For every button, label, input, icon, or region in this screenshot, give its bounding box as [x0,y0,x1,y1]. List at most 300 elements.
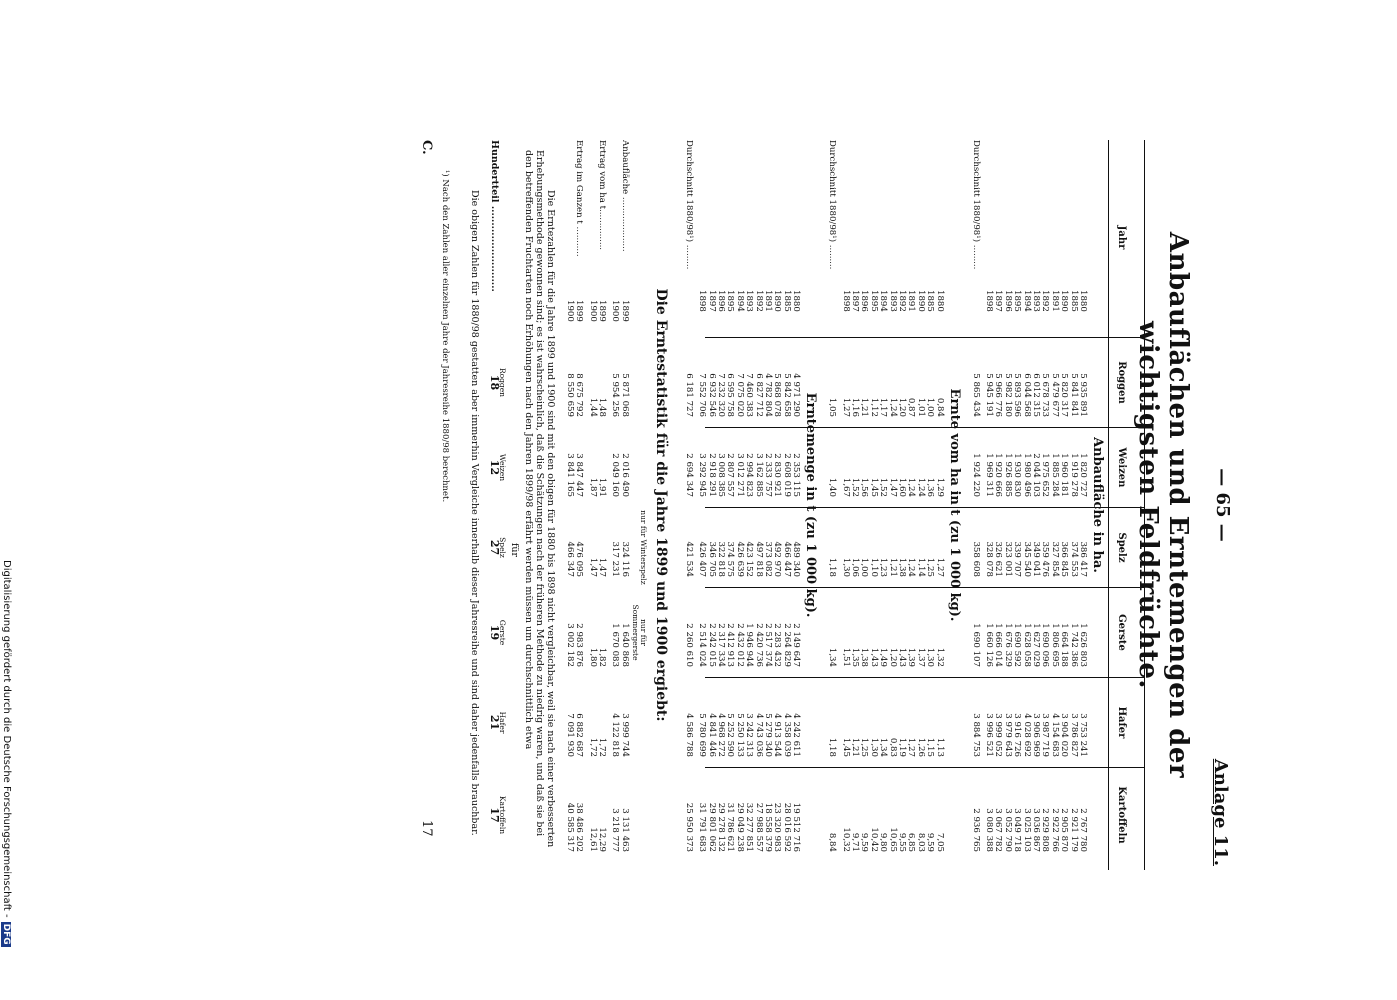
average-cell: 5 865 434 [970,373,981,417]
average-cell: 8,84 [827,832,838,852]
row-cell: 3 008 385 [716,453,726,497]
row-year: 1880 [1078,290,1088,312]
row-cell: 1,37 [915,647,926,667]
sidebar-text: Digitalisierung gefördert durch die Deutsche Forschungsgemeinschaft - [1,560,12,918]
row-cell: 5 868 078 [772,373,783,417]
row-cell: 1,16 [850,397,860,417]
table-row [993,140,1002,870]
row-cell: 5 820 317 [1059,373,1070,417]
stat-cell: 324 116 [619,541,630,577]
average-cell: 2 260 610 [683,623,694,667]
row-cell: 489 340 [791,541,802,577]
row-cell: 1 627 029 [1031,623,1041,667]
row-cell: 5 945 191 [984,373,994,417]
stat-cell: 8 550 659 [564,373,575,417]
table-row [716,140,725,870]
row-cell: 1,38 [897,557,907,577]
row-cell: 29 278 132 [716,802,726,852]
row-cell: 27 988 557 [753,802,764,852]
column-header-3: Spelz [1116,532,1127,563]
row-cell: 5 780 699 [697,713,708,757]
row-cell: 6 044 568 [1021,373,1032,417]
row-cell: 32 277 851 [744,802,755,852]
row-cell: 366 845 [1059,541,1070,577]
average-row [827,140,836,870]
row-cell: 10,42 [868,827,879,852]
row-cell: 2 918 291 [706,453,717,497]
average-cell: 1,34 [827,647,838,667]
row-cell: 1,00 [859,557,870,577]
table-row [1021,140,1030,870]
stat-cell: 3 131 463 [619,808,630,852]
stat-cell: 1,72 [597,737,607,757]
table-row [897,140,906,870]
row-cell: 9,71 [850,832,860,852]
row-cell: 1 690 592 [1012,623,1023,667]
row-cell: 1,24 [906,557,917,577]
row-cell: 5 966 776 [993,373,1004,417]
row-cell: 423 152 [744,541,755,577]
average-label: Durchschnitt 1880/98¹) ......... [827,140,838,270]
average-row [970,140,979,870]
header-rule-top [1144,140,1145,870]
row-cell: 349 041 [1031,541,1041,577]
stat-cell: 1,47 [597,557,607,577]
row-cell: 5 279 340 [763,713,773,757]
stat-row [574,140,583,870]
average-label: Durchschnitt 1880/98¹) ......... [970,140,981,270]
stat-row [587,140,596,870]
row-cell: 2 317 334 [716,623,726,667]
row-cell: 1,21 [859,397,870,417]
stat-cell: 1,47 [587,557,598,577]
row-cell: 1 980 496 [1021,453,1032,497]
row-cell: 1 690 096 [1040,623,1051,667]
stat-cell: 1,72 [587,737,598,757]
row-cell: 3 906 969 [1031,713,1041,757]
row-cell: 6 595 758 [725,373,736,417]
row-cell: 2 283 432 [772,623,783,667]
row-cell: 1,24 [906,477,917,497]
row-cell: 29 801 062 [706,802,717,852]
stat-cell: 4 122 818 [610,713,621,757]
row-cell: 5 678 733 [1040,373,1051,417]
row-cell: 1 919 278 [1068,453,1079,497]
stat-cell: 1,82 [597,647,607,667]
row-cell: 1 960 181 [1059,453,1070,497]
bottom-page-number: 17 [419,820,435,837]
row-cell: 3 979 643 [1002,713,1013,757]
row-cell: 1,52 [878,477,889,497]
row-cell: 2 420 736 [753,623,764,667]
stat-row [564,140,573,870]
table-row [706,140,715,870]
row-year: 1894 [1021,290,1032,312]
column-header-2: Weizen [1116,447,1127,488]
hundertteil-label: Hundertteil .......................... [489,140,501,292]
row-cell: 1,15 [925,737,936,757]
stat-label: Ertrag im Ganzen t ........... [574,140,585,257]
stat-cell: 12,29 [597,827,607,852]
hundertteil-value: 18 [488,374,502,391]
footnote: ¹) Nach den Zahlen aller einzelnen Jahre der Jahresreihe 1880/98 berechnet. [440,170,451,503]
row-cell: 374 553 [1068,541,1079,577]
row-cell: 1,06 [850,557,860,577]
table-row [1068,140,1077,870]
row-year: 1892 [897,290,907,312]
table-row [887,140,896,870]
table-row [868,140,877,870]
average-cell: 1,05 [827,397,838,417]
digitization-sidebar [0,560,14,1000]
stat-year: 1900 [610,300,621,322]
fuer-label: für [509,542,521,558]
row-cell: 3 996 521 [984,713,994,757]
row-cell: 1 664 188 [1059,623,1070,667]
table-row [1031,140,1040,870]
row-cell: 4 841 446 [706,713,717,757]
row-year: 1898 [840,290,851,312]
table-row [915,140,924,870]
row-cell: 492 970 [772,541,783,577]
row-cell: 1 666 014 [993,623,1004,667]
stat-label: Anbaufläche .................... [619,140,630,252]
stat-cell: 1,87 [587,477,598,497]
column-header-1: Roggen [1116,361,1127,404]
table-row [934,140,943,870]
page-number: — 65 — [1212,468,1233,542]
row-year: 1890 [772,290,783,312]
row-cell: 1,23 [878,557,889,577]
row-cell: 3 786 827 [1068,713,1079,757]
row-cell: 1 742 386 [1068,623,1079,667]
row-cell: 1,27 [934,557,945,577]
row-cell: 4 782 804 [763,373,773,417]
row-cell: 2 432 012 [734,623,745,667]
row-cell: 5 252 590 [725,713,736,757]
table-row [984,140,993,870]
average-cell: 1,40 [827,477,838,497]
average-cell: 1,18 [827,737,838,757]
stat-cell: 5 954 256 [610,373,621,417]
row-cell: 23 320 983 [772,802,783,852]
stat-cell: 1,48 [597,397,607,417]
row-cell: 10,32 [840,827,851,852]
column-header-0: Jahr [1116,225,1127,250]
row-cell: 374 575 [725,541,736,577]
row-cell: 1,30 [925,647,936,667]
row-year: 1891 [1049,290,1060,312]
row-cell: 2 807 557 [725,453,736,497]
table-row [753,140,762,870]
row-cell: 1 946 944 [744,623,755,667]
hundertteil-crop: Kartoffeln [498,795,508,835]
table-row [1040,140,1049,870]
row-cell: 0,87 [906,397,917,417]
table-row [1078,140,1087,870]
row-cell: 4 358 039 [781,713,792,757]
stat-cell: 3 847 447 [574,453,585,497]
row-cell: 9,55 [897,832,907,852]
row-cell: 1,43 [868,647,879,667]
stat-cell: 3 841 165 [564,453,575,497]
row-year: 1892 [1040,290,1051,312]
row-cell: 31 791 683 [697,802,708,852]
row-cell: 8,03 [915,832,926,852]
table-row [859,140,868,870]
row-cell: 4 913 544 [772,713,783,757]
row-cell: 1,47 [887,477,898,497]
row-cell: 1,24 [915,477,926,497]
table-row [925,140,934,870]
row-cell: 5 250 133 [734,713,745,757]
row-cell: 3 080 388 [984,808,994,852]
stat-cell: 1,44 [587,397,598,417]
stat-cell: 12,61 [587,827,598,852]
row-cell: 497 818 [753,541,764,577]
row-cell: 1 930 830 [1012,453,1023,497]
stat-cell: 6 882 687 [574,713,585,757]
stat-cell: 3 999 744 [619,713,630,757]
row-cell: 6 827 712 [753,373,764,417]
row-year: 1880 [791,290,802,312]
row-cell: 29 049 238 [734,802,745,852]
row-cell: 1,01 [915,397,926,417]
average-cell: 1 924 220 [970,453,981,497]
row-year: 1897 [850,290,860,312]
header-rule-bottom [1108,140,1109,870]
table-row [772,140,781,870]
row-cell: 1,38 [859,647,870,667]
row-cell: 2 921 179 [1068,808,1079,852]
row-cell: 1 628 058 [1021,623,1032,667]
row-cell: 1,60 [897,477,907,497]
row-cell: 1,12 [868,397,879,417]
stat-cell: 2 049 160 [610,453,621,497]
row-cell: 1 820 727 [1078,453,1088,497]
row-cell: 3 753 241 [1078,713,1088,757]
table-row [1012,140,1021,870]
subcol-gerste: nur für Sommergerste [630,604,648,661]
row-cell: 7 232 320 [716,373,726,417]
table-row [906,140,915,870]
row-cell: 1 676 329 [1002,623,1013,667]
table-row [791,140,800,870]
row-year: 1896 [716,290,726,312]
row-cell: 1 926 885 [1002,453,1013,497]
row-cell: 2 922 766 [1049,808,1060,852]
row-cell: 1,20 [897,397,907,417]
row-cell: 7 552 706 [697,373,708,417]
row-cell: 5 842 658 [781,373,792,417]
row-cell: 4 242 611 [791,713,802,757]
table-row [781,140,790,870]
row-year: 1894 [734,290,745,312]
row-cell: 1,27 [840,397,851,417]
dfg-logo: DFG [1,923,11,945]
row-cell: 1,43 [897,647,907,667]
row-cell: 2 149 647 [791,623,802,667]
row-year: 1897 [706,290,717,312]
stat-year: 1900 [564,300,575,322]
row-cell: 1,45 [840,737,851,757]
row-cell: 2 830 921 [772,453,783,497]
section2-heading: Die Erntestatistik für die Jahre 1899 und 1900 ergiebt: [652,288,669,722]
average-cell: 3 884 753 [970,713,981,757]
stat-row [597,140,606,870]
average-label: Durchschnitt 1880/98¹) ......... [683,140,694,270]
average-cell: 358 608 [970,541,981,577]
column-header-5: Hafer [1116,706,1127,739]
rotated-content [205,140,1245,870]
row-cell: 346 705 [706,541,717,577]
row-cell: 9,80 [878,832,889,852]
row-cell: 6 932 546 [706,373,717,417]
row-cell: 3 916 726 [1012,713,1023,757]
row-cell: 3 025 103 [1021,808,1032,852]
row-cell: 1,19 [897,737,907,757]
row-cell: 1 920 666 [993,453,1004,497]
section-heading: Erntemenge in t (zu 1 000 kg). [803,392,819,618]
table-row [734,140,743,870]
average-cell: 25 950 373 [683,802,694,852]
hundertteil-crop: Roggen [498,367,508,398]
row-cell: 10,65 [887,827,898,852]
row-cell: 1,30 [868,737,879,757]
row-cell: 9,59 [925,832,936,852]
average-cell: 1,18 [827,557,838,577]
hundertteil-value: 12 [488,459,502,476]
row-cell: 6,85 [906,832,917,852]
page-title: Anbauflächen und Erntemengen der wichtigsten Feldfrüchte. [1133,231,1193,779]
row-cell: 5 479 677 [1049,373,1060,417]
row-cell: 9,59 [859,832,870,852]
row-year: 1890 [1059,290,1070,312]
table-row [725,140,734,870]
row-year: 1897 [993,290,1004,312]
stat-cell: 3 002 182 [564,623,575,667]
row-year: 1898 [697,290,708,312]
row-cell: 2 905 870 [1059,808,1070,852]
row-cell: 3 012 271 [734,453,745,497]
stat-year: 1900 [587,300,598,322]
row-year: 1895 [725,290,736,312]
row-cell: 2 994 823 [744,453,755,497]
table-row [878,140,887,870]
row-year: 1893 [1031,290,1041,312]
row-cell: 1,52 [850,477,860,497]
row-cell: 7 460 383 [744,373,755,417]
stat-cell: 476 095 [574,541,585,577]
section-heading: Anbaufläche in ha. [1090,437,1105,573]
column-header-6: Kartoffeln [1116,786,1127,844]
table-row [1059,140,1068,870]
average-cell: 1 690 107 [970,623,981,667]
row-cell: 2 608 019 [781,453,792,497]
row-year: 1898 [984,290,994,312]
average-cell: 421 534 [683,541,694,577]
stat-cell: 1 640 868 [619,623,630,667]
row-cell: 3 052 790 [1002,808,1013,852]
row-year: 1885 [781,290,792,312]
row-cell: 1,29 [934,477,945,497]
row-cell: 3 049 718 [1012,808,1023,852]
row-cell: 7 075 020 [734,373,745,417]
row-cell: 1,34 [878,737,889,757]
row-cell: 4 028 692 [1021,713,1032,757]
row-cell: 339 707 [1012,541,1023,577]
signature-mark: C. [419,140,435,155]
row-year: 1896 [1002,290,1013,312]
row-cell: 322 818 [716,541,726,577]
stat-row [619,140,628,870]
row-cell: 1,67 [840,477,851,497]
row-cell: 1,21 [850,737,860,757]
hundertteil-value: 19 [488,624,502,641]
average-row [683,140,692,870]
row-cell: 4 743 036 [753,713,764,757]
row-cell: 6 012 315 [1031,373,1041,417]
row-cell: 3 987 719 [1040,713,1051,757]
stat-cell: 40 585 317 [564,802,575,852]
table-row [840,140,849,870]
row-cell: 1,20 [887,647,898,667]
row-cell: 0,84 [934,397,945,417]
row-cell: 31 786 621 [725,802,736,852]
stat-cell: 1 670 083 [610,623,621,667]
row-cell: 1,10 [868,557,879,577]
row-cell: 2 517 374 [763,623,773,667]
row-cell: 2 412 913 [725,623,736,667]
row-cell: 2 264 829 [781,623,792,667]
table-row [1049,140,1058,870]
row-year: 1892 [753,290,764,312]
row-cell: 327 854 [1049,541,1060,577]
row-cell: 28 016 592 [781,802,792,852]
stat-cell: 8 675 792 [574,373,585,417]
row-cell: 386 417 [1078,541,1088,577]
stat-year: 1899 [597,300,607,322]
row-cell: 328 078 [984,541,994,577]
row-year: 1890 [915,290,926,312]
row-cell: 426 407 [697,541,708,577]
stat-cell: 5 871 068 [619,373,630,417]
row-cell: 2 514 024 [697,623,708,667]
row-cell: 323 001 [1002,541,1013,577]
row-cell: 1,13 [934,737,945,757]
row-cell: 1 969 311 [984,453,994,497]
row-cell: 1,45 [868,477,879,497]
stat-row [610,140,619,870]
hundertteil-value: 21 [488,714,502,731]
row-cell: 1,14 [915,557,926,577]
row-cell: 1,00 [925,397,936,417]
table-row [697,140,706,870]
row-cell: 345 540 [1021,541,1032,577]
row-cell: 1,17 [878,397,889,417]
row-cell: 1 660 126 [984,623,994,667]
row-year: 1891 [763,290,773,312]
row-year: 1880 [934,290,945,312]
row-cell: 18 558 379 [763,802,773,852]
row-cell: 3 904 020 [1059,713,1070,757]
stat-cell: 38 486 202 [574,802,585,852]
row-cell: 4 154 683 [1049,713,1060,757]
row-cell: 3 036 867 [1031,808,1041,852]
row-year: 1895 [1012,290,1023,312]
average-cell: 4 586 788 [683,713,694,757]
method-note: Die Erntezahlen für die Jahre 1899 und 1900 sind mit den obigen für 1880 bis 1898 nicht vergleichbar, weil sie nach einer verbesserten Erhebungsmethode gewonnen sind; es ist wahrscheinlich, daß die Schätzungen nach der früheren Methode zu niedrig waren, und daß sie bei den betreffenden Fruchtarten noch Erhöhungen nach den Jahren 1899/98 erfährt werden müssen um durchschnittlich etwa [523,150,557,848]
